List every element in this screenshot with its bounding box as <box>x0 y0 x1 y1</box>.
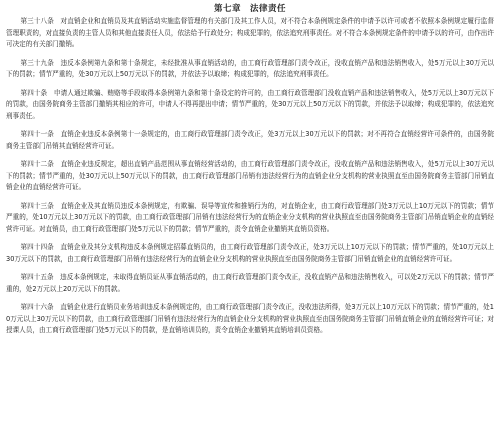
article-41: 第四十一条 直销企业违反本条例第十一条规定的，由工商行政管理部门责令改正，处3万元以上30万元以下的罚款；对不再符合直销经营许可条件的，由国务院商务主管部门吊销其直销经营许可证。 <box>6 130 494 150</box>
article-45: 第四十五条 违反本条例规定，未取得直销员证从事直销活动的，由工商行政管理部门责令改正，没收直销产品和违法销售收入，可以处2万元以下的罚款；情节严重的，处2万元以上20万元以下的罚款。 <box>6 273 494 293</box>
article-39: 第三十九条 违反本条例第九条和第十条规定，未经批准从事直销活动的，由工商行政管理部门责令改正，没收直销产品和违法销售收入，处5万元以上30万元以下的罚款；情节严重的，处30万元以上50万元以下的罚款，并依法予以取缔；构成犯罪的，依法追究刑事责任。 <box>6 58 494 79</box>
article-42: 第四十二条 直销企业违反规定，超出直销产品范围从事直销经营活动的，由工商行政管理部门责令改正，没收直销产品和违法销售收入，处5万元以上30万元以下的罚款；情节严重的，处30万元以上50万元以下的罚款，由工商行政管理部门吊销有违法经营行为的直销企业分支机构的营业执照直至由国务院商务主管部门吊销直销企业的直销经营许可证。 <box>6 160 494 192</box>
article-40: 第四十条 申请人通过欺骗、贿赂等手段取得本条例第九条和第十条设定的许可的，由工商行政管理部门没收直销产品和违法销售收入，处5万元以上30万元以下的罚款，由国务院商务主管部门撤销其相应的许可，申请人不得再提出申请；情节严重的，处30万元以上50万元以下的罚款，并依法予以取缔；构成犯罪的，依法追究刑事责任。 <box>6 88 494 120</box>
article-38: 第三十八条 对直销企业和直销员及其直销活动实施监督管理的有关部门及其工作人员，对不符合本条例规定条件的申请予以许可或者不依照本条例规定履行监督管理职责的，对直接负责的主管人员和其他直接责任人员，依法给予行政处分；构成犯罪的，依法追究刑事责任。对不符合本条例规定条件的申请予以的许可，由作出许可决定的有关部门撤销。 <box>6 17 494 49</box>
article-44: 第四十四条 直销企业及其分支机构违反本条例规定招募直销员的，由工商行政管理部门责令改正，处3万元以上10万元以下的罚款；情节严重的，处10万元以上30万元以下的罚款，由工商行政管理部门吊销有违法经营行为的直销企业分支机构的营业执照直至由国务院商务主管部门吊销直销企业的直销经营许可证。 <box>6 243 494 263</box>
chapter-title: 第七章 法律责任 <box>213 4 286 14</box>
article-43: 第四十三条 直销企业及其直销员违反本条例规定，有欺骗、误导等宣传和推销行为的，对直销企业，由工商行政管理部门处3万元以上10万元以下的罚款；情节严重的，处10万元以上30万元以下的罚款，由工商行政管理部门吊销有违法经营行为的直销企业分支机构的营业执照直至由国务院商务主管部门吊销直销企业的直销经营许可证。对直销员，由工商行政管理部门处5万元以下的罚款；情节严重的，责令直销企业撤销其直销员资格。 <box>6 201 494 234</box>
article-46: 第四十六条 直销企业进行直销员业务培训违反本条例规定的，由工商行政管理部门责令改正，没收违法所得，处3万元以上10万元以下的罚款；情节严重的，处10万元以上30万元以下的罚款，由工商行政管理部门吊销有违法经营行为的直销企业分支机构的营业执照直至由国务院商务主管部门吊销直销企业的直销经营许可证；对授课人员，由工商行政管理部门处5万元以下的罚款，是直销培训员的，责令直销企业撤销其直销培训员资格。 <box>6 303 494 335</box>
